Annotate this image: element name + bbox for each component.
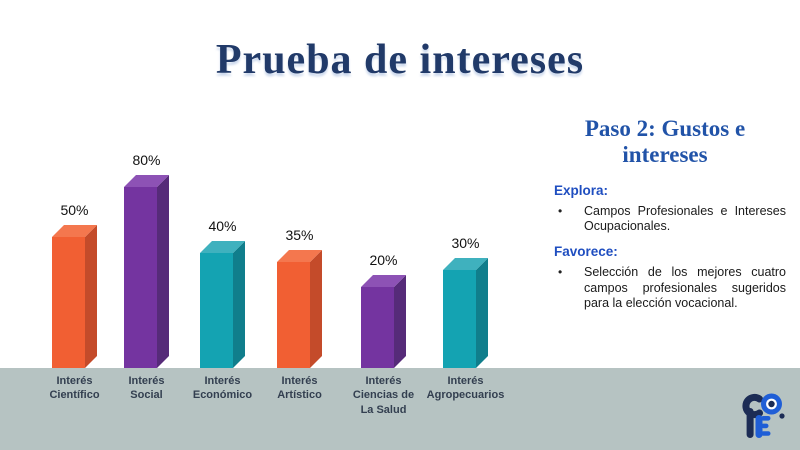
bar-value-label: 20% (369, 252, 398, 268)
favorece-label: Favorece: (554, 244, 618, 260)
cope-key-logo (740, 391, 788, 445)
category-label-line: Interés (56, 375, 93, 387)
bullet-icon: • (558, 203, 563, 218)
category-label-line: Social (130, 389, 163, 402)
category-label-line: Científico (49, 389, 100, 402)
section-heading: Paso 2: Gustos e intereses (584, 116, 746, 168)
explora-label: Explora: (554, 182, 609, 198)
category-label-line: Interés (281, 375, 318, 387)
category-label (128, 374, 164, 403)
category-label (427, 374, 505, 403)
favorece-item-text: Selección de los mejores cuatro campos profesionales sugeridos para la elección vocacional. (584, 265, 786, 310)
logo-accent-dot (779, 413, 784, 418)
category-label-line: La Salud (360, 403, 407, 416)
category-label-line: Interés (365, 375, 402, 387)
category-label-line: Económico (192, 389, 253, 402)
bar-value-label: 50% (60, 202, 89, 218)
category-label-line: Artístico (277, 389, 322, 402)
explora-item (558, 204, 788, 235)
category-label (193, 374, 252, 403)
page-title: Prueba de intereses (215, 37, 585, 83)
bar-value-label: 30% (451, 235, 480, 251)
logo-letter-e-tooth-mid (761, 424, 769, 429)
category-label-line: Interés (447, 375, 484, 387)
logo-letter-e-tooth-bottom (761, 431, 771, 436)
bullet-icon: • (558, 265, 563, 280)
right-panel (538, 116, 792, 315)
logo-letter-e-tooth-top (761, 416, 771, 421)
category-label-line: Ciencias de (352, 389, 415, 402)
category-label-line: Agropecuarios (426, 389, 505, 402)
category-label-line: Interés (204, 375, 241, 387)
category-label-line: Interés (128, 375, 165, 387)
category-label (49, 374, 99, 403)
favorece-item (558, 265, 788, 311)
logo-letter-o-dot (768, 401, 774, 407)
explora-item-text: Campos Profesionales e Intereses Ocupacionales. (584, 203, 786, 234)
bar-value-label: 80% (132, 152, 161, 168)
category-label (277, 374, 322, 403)
bar-value-label: 35% (285, 227, 314, 243)
logo-key-stem (747, 408, 754, 438)
bar-value-label: 40% (208, 218, 237, 234)
category-label (353, 374, 414, 417)
